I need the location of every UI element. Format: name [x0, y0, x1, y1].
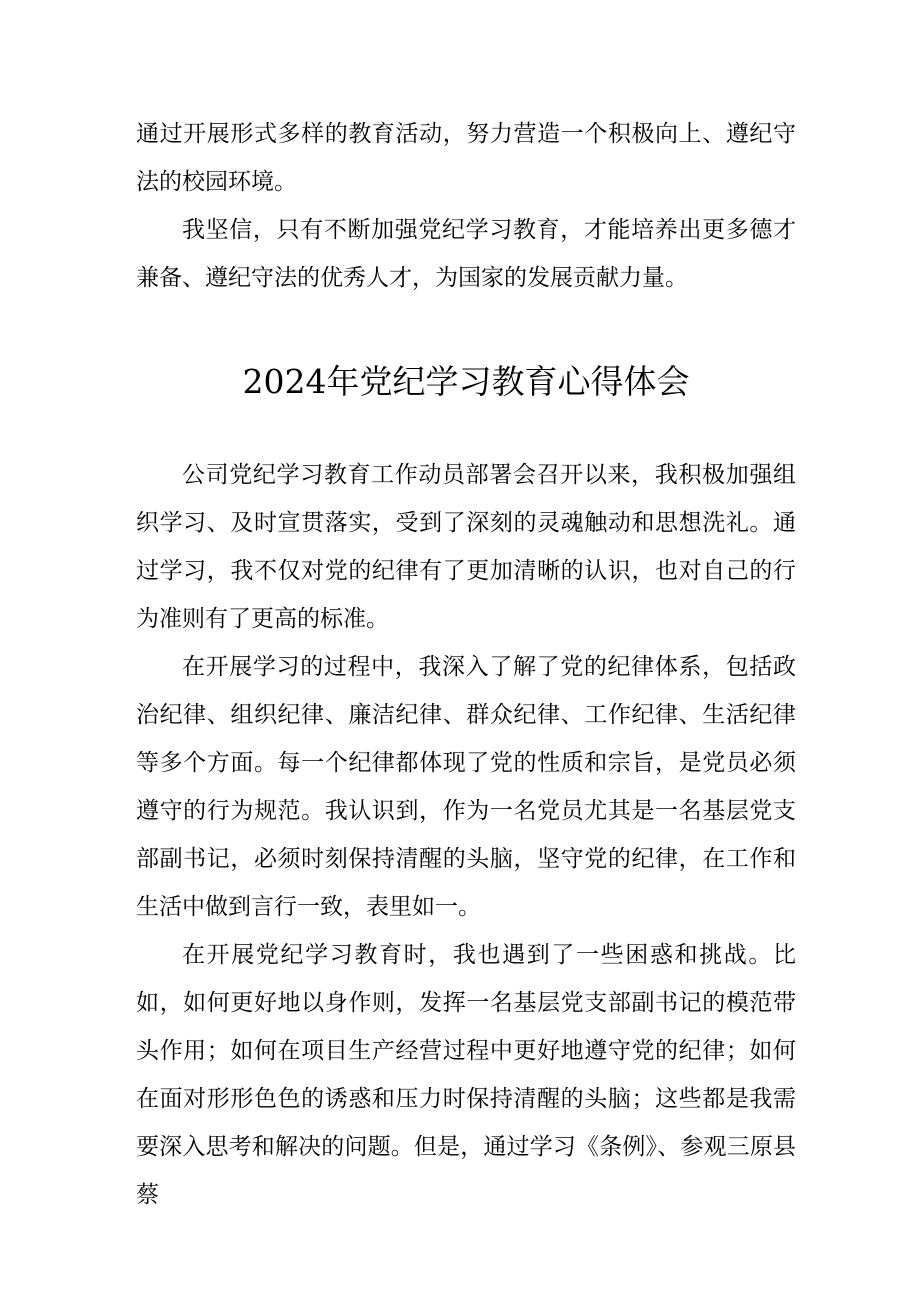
body-paragraph-1: 公司党纪学习教育工作动员部署会召开以来，我积极加强组织学习、及时宣贯落实，受到了深刻的灵魂触动和思想洗礼。通过学习，我不仅对党的纪律有了更加清晰的认识，也对自己的行为准则有了更高的标准。	[136, 462, 796, 632]
article-title: 2024年党纪学习教育心得体会	[242, 362, 690, 401]
article-body	[136, 451, 796, 1219]
body-paragraph-3: 在开展党纪学习教育时，我也遇到了一些困惑和挑战。比如，如何更好地以身作则，发挥一名基层党支部副书记的模范带头作用；如何在项目生产经营过程中更好地遵守党的纪律；如何在面对形形色色的诱惑和压力时保持清醒的头脑；这些都是我需要深入思考和解决的问题。但是，通过学习《条例》、参观三原县蔡	[136, 942, 796, 1208]
intro-section	[136, 110, 796, 302]
intro-paragraph-2: 我坚信，只有不断加强党纪学习教育，才能培养出更多德才兼备、遵纪守法的优秀人才，为国家的发展贡献力量。	[136, 217, 796, 291]
intro-paragraph-1: 通过开展形式多样的教育活动，努力营造一个积极向上、遵纪守法的校园环境。	[136, 121, 796, 195]
body-paragraph-2: 在开展学习的过程中，我深入了解了党的纪律体系，包括政治纪律、组织纪律、廉洁纪律、群众纪律、工作纪律、生活纪律等多个方面。每一个纪律都体现了党的性质和宗旨，是党员必须遵守的行为规范。我认识到，作为一名党员尤其是一名基层党支部副书记，必须时刻保持清醒的头脑，坚守党的纪律，在工作和生活中做到言行一致，表里如一。	[136, 654, 796, 920]
